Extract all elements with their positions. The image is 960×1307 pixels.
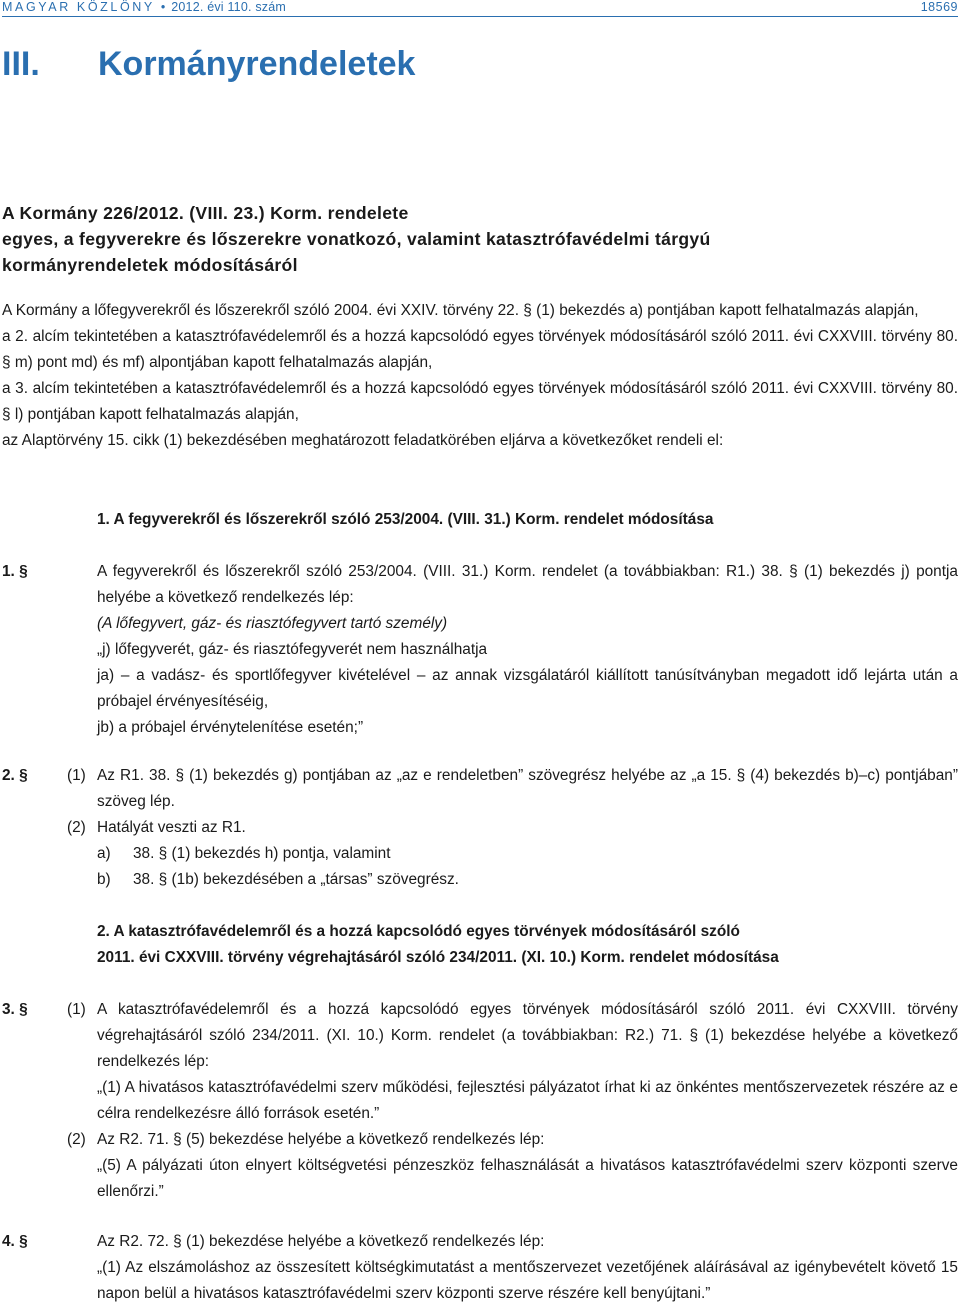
- point-a: [97, 841, 958, 867]
- quoted-provision: „(1) A hivatásos katasztrófavédelmi szerv működési, fejlesztési pályázatot írhat ki az önkéntes mentőszervezetek részére az e célra rendelkezésre álló források esetén.”: [97, 1079, 958, 1122]
- decree-title-line: egyes, a fegyverekre és lőszerekre vonatkozó, valamint katasztrófavédelmi tárgyú: [2, 229, 711, 249]
- subsection-text: Az R1. 38. § (1) bekezdés g) pontjában az „az e rendeletben” szövegrész helyébe az „a 15. § (4) bekezdés b)–c) pontjában” szöveg lép.: [97, 767, 958, 810]
- section-1-point-ja: ja) – a vadász- és sportlőfegyver kivételével – az annak vizsgálatáról kiállított tanúsítványban megadott idő lejárta után a próbajel érvényesítéséig,: [97, 667, 958, 710]
- decree-title: [2, 200, 952, 278]
- issue-info: 2012. évi 110. szám: [171, 0, 286, 14]
- publication-name: MAGYAR KÖZLÖNY: [2, 0, 155, 14]
- decree-title-line: A Kormány 226/2012. (VIII. 23.) Korm. rendelete: [2, 203, 409, 223]
- preamble-clause: az Alaptörvény 15. cikk (1) bekezdésében meghatározott feladatkörében eljárva a következőket rendeli el:: [2, 432, 724, 449]
- chapter-heading-line: 2011. évi CXXVIII. törvény végrehajtásáról szóló 234/2011. (XI. 10.) Korm. rendelet módosítása: [97, 949, 779, 966]
- preamble: [2, 298, 958, 454]
- preamble-clause: A Kormány a lőfegyverekről és lőszerekről szóló 2004. évi XXIV. törvény 22. § (1) bekezdés a) pontjában kapott felhatalmazás alapján,: [2, 302, 919, 319]
- subsection-number: (1): [67, 1001, 86, 1018]
- quoted-provision: „(5) A pályázati úton elnyert költségvetési pénzeszköz felhasználását a hivatásos katasztrófavédelmi szerv központi szerve ellenőrzi.”: [97, 1157, 958, 1200]
- section-1: [2, 559, 958, 741]
- preamble-clause: a 2. alcím tekintetében a katasztrófavédelemről és a hozzá kapcsolódó egyes törvények módosításáról szóló 2011. évi CXXVIII. törvény 80. § m) pont md) és mf) alpontjában kapott felhatalmazás alapján,: [2, 328, 958, 371]
- section-1-text: A fegyverekről és lőszerekről szóló 253/2004. (VIII. 31.) Korm. rendelet (a továbbiakban: R1.) 38. § (1) bekezdés j) pontja helyébe a következő rendelkezés lép:: [97, 563, 958, 606]
- point-text: 38. § (1b) bekezdésében a „társas” szövegrész.: [133, 871, 459, 888]
- subsection-number: (1): [67, 767, 86, 784]
- section-number-label: 2. §: [2, 767, 28, 784]
- section-number: III.: [2, 45, 40, 83]
- chapter-heading-2: [97, 919, 957, 971]
- point-b: [97, 867, 958, 893]
- subsection-text: Hatályát veszti az R1.: [97, 819, 246, 836]
- chapter-heading-line: 1. A fegyverekről és lőszerekről szóló 253/2004. (VIII. 31.) Korm. rendelet módosítása: [97, 511, 714, 528]
- section-1-point-jb: jb) a próbajel érvénytelenítése esetén;”: [97, 719, 364, 736]
- section-4: [2, 1229, 958, 1307]
- quoted-provision: „(1) Az elszámoláshoz az összesített költségkimutatást a mentőszervezet vezetőjének aláírásával az igénybevételt követő 15 napon belül a hivatásos katasztrófavédelmi szerv központi szerve részére kell benyújtani.”: [97, 1259, 958, 1302]
- section-1-context: (A lőfegyvert, gáz- és riasztófegyvert tartó személy): [97, 615, 448, 632]
- section-2: [2, 763, 958, 893]
- decree-title-line: kormányrendeletek módosításáról: [2, 255, 298, 275]
- section-1-point-j: „j) lőfegyverét, gáz- és riasztófegyverét nem használhatja: [97, 641, 488, 658]
- page-number: 18569: [920, 0, 958, 14]
- section-title: [2, 44, 415, 84]
- chapter-heading-line: 2. A katasztrófavédelemről és a hozzá kapcsolódó egyes törvények módosításáról szóló: [97, 923, 740, 940]
- subsection-number: (2): [67, 1131, 86, 1148]
- running-header: [2, 0, 958, 17]
- section-heading: Kormányrendeletek: [98, 45, 416, 83]
- subsection-text: Az R2. 71. § (5) bekezdése helyébe a következő rendelkezés lép:: [97, 1131, 545, 1148]
- subsection-text: A katasztrófavédelemről és a hozzá kapcsolódó egyes törvények módosításáról szóló 2011. évi CXXVIII. törvény végrehajtásáról szóló 234/2011. (XI. 10.) Korm. rendelet (a továbbiakban: R2.) 71. § (1) bekezdése helyébe a következő rendelkezés lép:: [97, 1001, 958, 1070]
- point-label: b): [97, 871, 111, 888]
- section-3: [2, 997, 958, 1205]
- section-number-label: 1. §: [2, 563, 28, 580]
- section-number-label: 4. §: [2, 1233, 28, 1250]
- subsection-number: (2): [67, 819, 86, 836]
- preamble-clause: a 3. alcím tekintetében a katasztrófavédelemről és a hozzá kapcsolódó egyes törvények módosításáról szóló 2011. évi CXXVIII. törvény 80. § l) pontjában kapott felhatalmazás alapján,: [2, 380, 958, 423]
- chapter-heading-1: [97, 507, 957, 533]
- point-label: a): [97, 845, 111, 862]
- section-4-text: Az R2. 72. § (1) bekezdése helyébe a következő rendelkezés lép:: [97, 1233, 545, 1250]
- section-number-label: 3. §: [2, 1001, 28, 1018]
- point-text: 38. § (1) bekezdés h) pontja, valamint: [133, 845, 391, 862]
- header-bullet-icon: •: [160, 0, 166, 14]
